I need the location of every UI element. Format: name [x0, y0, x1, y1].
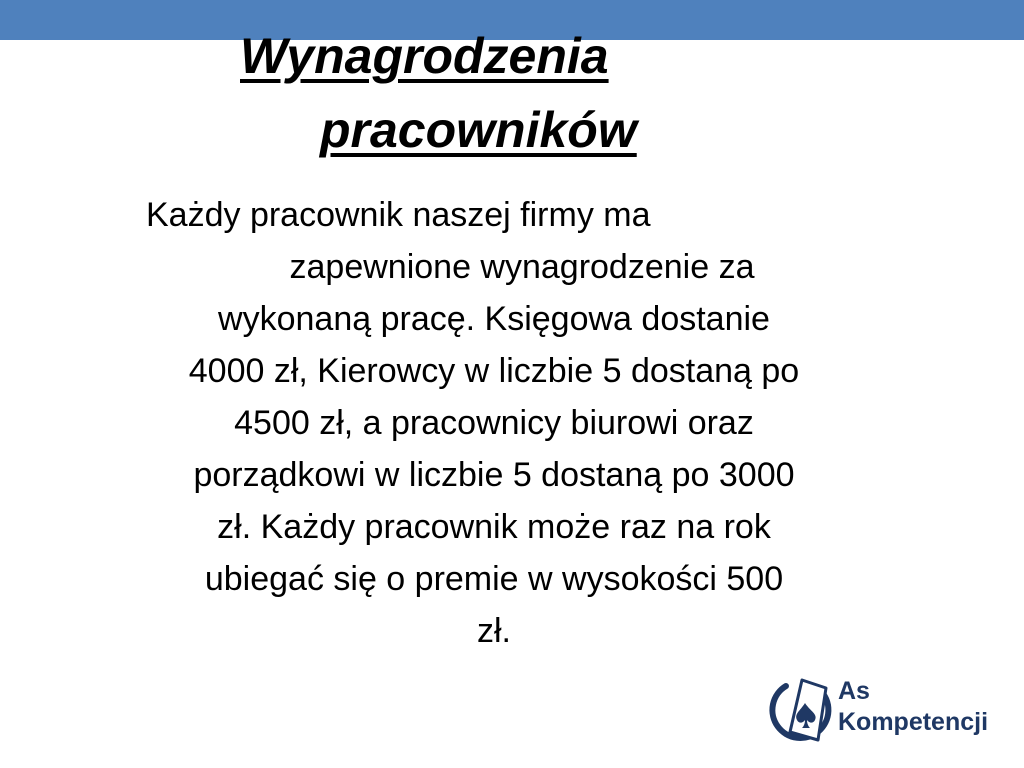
body-line: zapewnione wynagrodzenie za — [289, 248, 755, 286]
as-kompetencji-logo — [768, 672, 1000, 752]
slide-body — [104, 189, 884, 657]
body-line: 4000 zł, Kierowcy w liczbie 5 dostaną po — [188, 352, 800, 390]
title-line-1: Wynagrodzenia — [240, 28, 609, 84]
body-line: zł. Każdy pracownik może raz na rok — [217, 508, 771, 546]
body-line: porządkowi w liczbie 5 dostaną po 3000 — [193, 456, 795, 494]
logo-text-line-2: Kompetencji — [838, 708, 989, 736]
logo-text — [838, 676, 988, 738]
body-line: wykonaną pracę. Księgowa dostanie — [218, 300, 770, 338]
body-line: 4500 zł, a pracownicy biurowi oraz — [234, 404, 754, 442]
logo-text-line-1: As — [838, 677, 870, 705]
body-line: Każdy pracownik naszej firmy ma — [146, 196, 651, 234]
body-line: ubiegać się o premie w wysokości 500 — [204, 560, 784, 598]
card-spade-icon — [768, 676, 834, 748]
body-line: zł. — [477, 612, 511, 650]
title-line-2: pracowników — [320, 102, 637, 158]
